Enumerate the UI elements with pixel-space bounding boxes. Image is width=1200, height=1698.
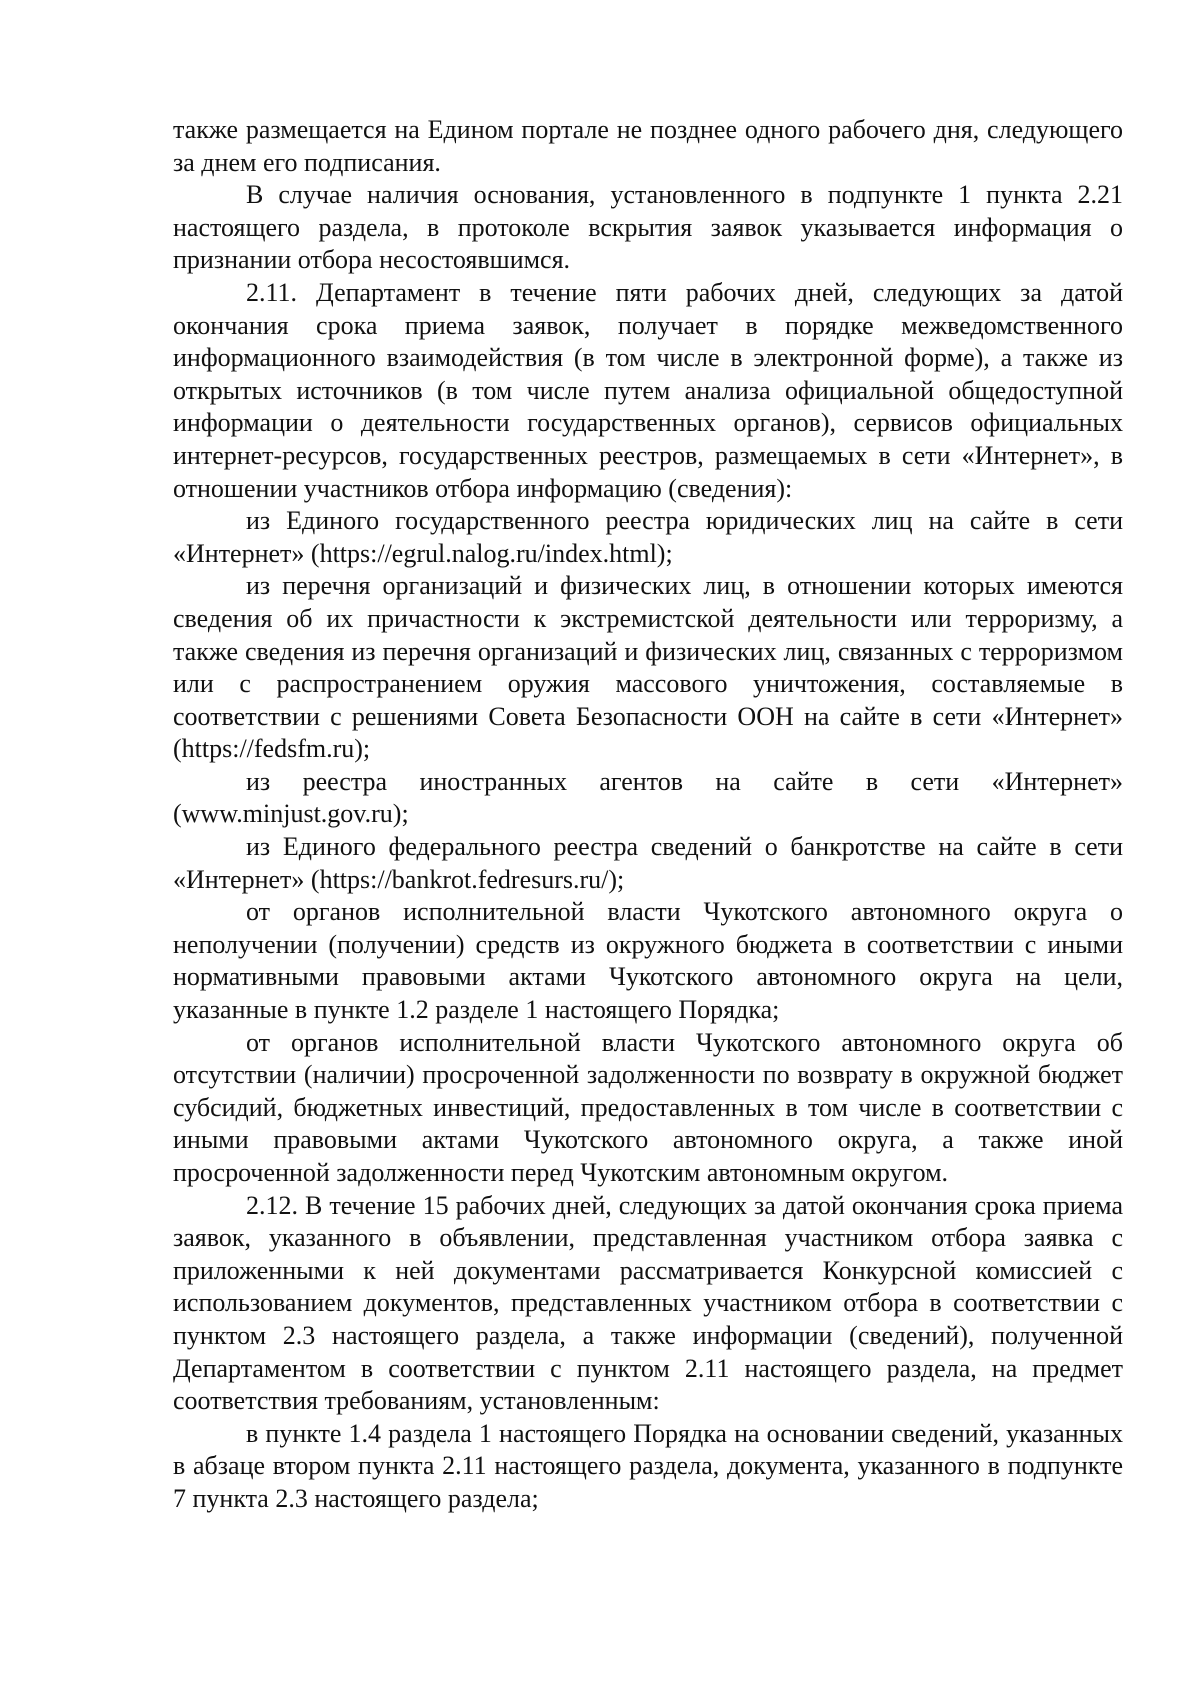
paragraph-bankruptcy-source: из Единого федерального реестра сведений о банкротстве на сайте в сети «Интернет» (https://bankrot.fedresurs.ru/); [173,832,1123,894]
paragraph-overdue-debt-source: от органов исполнительной власти Чукотского автономного округа об отсутствии (наличии) просроченной задолженности по возврату в окружной бюджет субсидий, бюджетных инвестиций, предоставленных в том числе в соответствии с иными правовыми актами Чукотского автономного округа, а также иной просроченной задолженности перед Чукотским автономным округом. [173,1027,1123,1187]
paragraph-cancellation-basis: В случае наличия основания, установленного в подпункте 1 пункта 2.21 настоящего раздела, в протоколе вскрытия заявок указывается информация о признании отбора несостоявшимся. [173,180,1123,275]
paragraph-budget-funds-source: от органов исполнительной власти Чукотского автономного округа о неполучении (получении) средств из окружного бюджета в соответствии с иными нормативными правовыми актами Чукотского автономного округа на цели, указанные в пункте 1.2 разделе 1 настоящего Порядка; [173,897,1123,1025]
paragraph-foreign-agents-source: из реестра иностранных агентов на сайте в сети «Интернет» (www.minjust.gov.ru); [173,766,1123,829]
document-body [173,114,1123,1516]
paragraph-clause-2-12: 2.12. В течение 15 рабочих дней, следующих за датой окончания срока приема заявок, указанного в объявлении, представленная участником отбора заявка с приложенными к ней документами рассматривается Конкурсной комиссией с использованием документов, представленных участником отбора в соответствии с пунктом 2.3 настоящего раздела, а также информации (сведений), полученной Департаментом в соответствии с пунктом 2.11 настоящего раздела, на предмет соответствия требованиям, установленным: [173,1190,1123,1416]
paragraph-clause-1-4-requirements: в пункте 1.4 раздела 1 настоящего Порядка на основании сведений, указанных в абзаце втором пункта 2.11 настоящего раздела, документа, указанного в подпункте 7 пункта 2.3 настоящего раздела; [173,1418,1123,1513]
paragraph-extremism-list-source: из перечня организаций и физических лиц, в отношении которых имеются сведения об их причастности к экстремистской деятельности или терроризму, а также сведения из перечня организаций и физических лиц, связанных с терроризмом или с распространением оружия массового уничтожения, составляемые в соответствии с решениями Совета Безопасности ООН на сайте в сети «Интернет» (https://fedsfm.ru); [173,571,1123,764]
paragraph-egrul-source: из Единого государственного реестра юридических лиц на сайте в сети «Интернет» (https://egrul.nalog.ru/index.html); [173,506,1123,568]
paragraph-clause-2-11: 2.11. Департамент в течение пяти рабочих дней, следующих за датой окончания срока приема заявок, получает в порядке межведомственного информационного взаимодействия (в том числе в электронной форме), а также из открытых источников (в том числе путем анализа официальной общедоступной информации о деятельности государственных органов), сервисов официальных интернет-ресурсов, государственных реестров, размещаемых в сети «Интернет», в отношении участников отбора информацию (сведения): [173,277,1123,503]
paragraph-continuation: также размещается на Едином портале не позднее одного рабочего дня, следующего за днем его подписания. [173,115,1123,177]
